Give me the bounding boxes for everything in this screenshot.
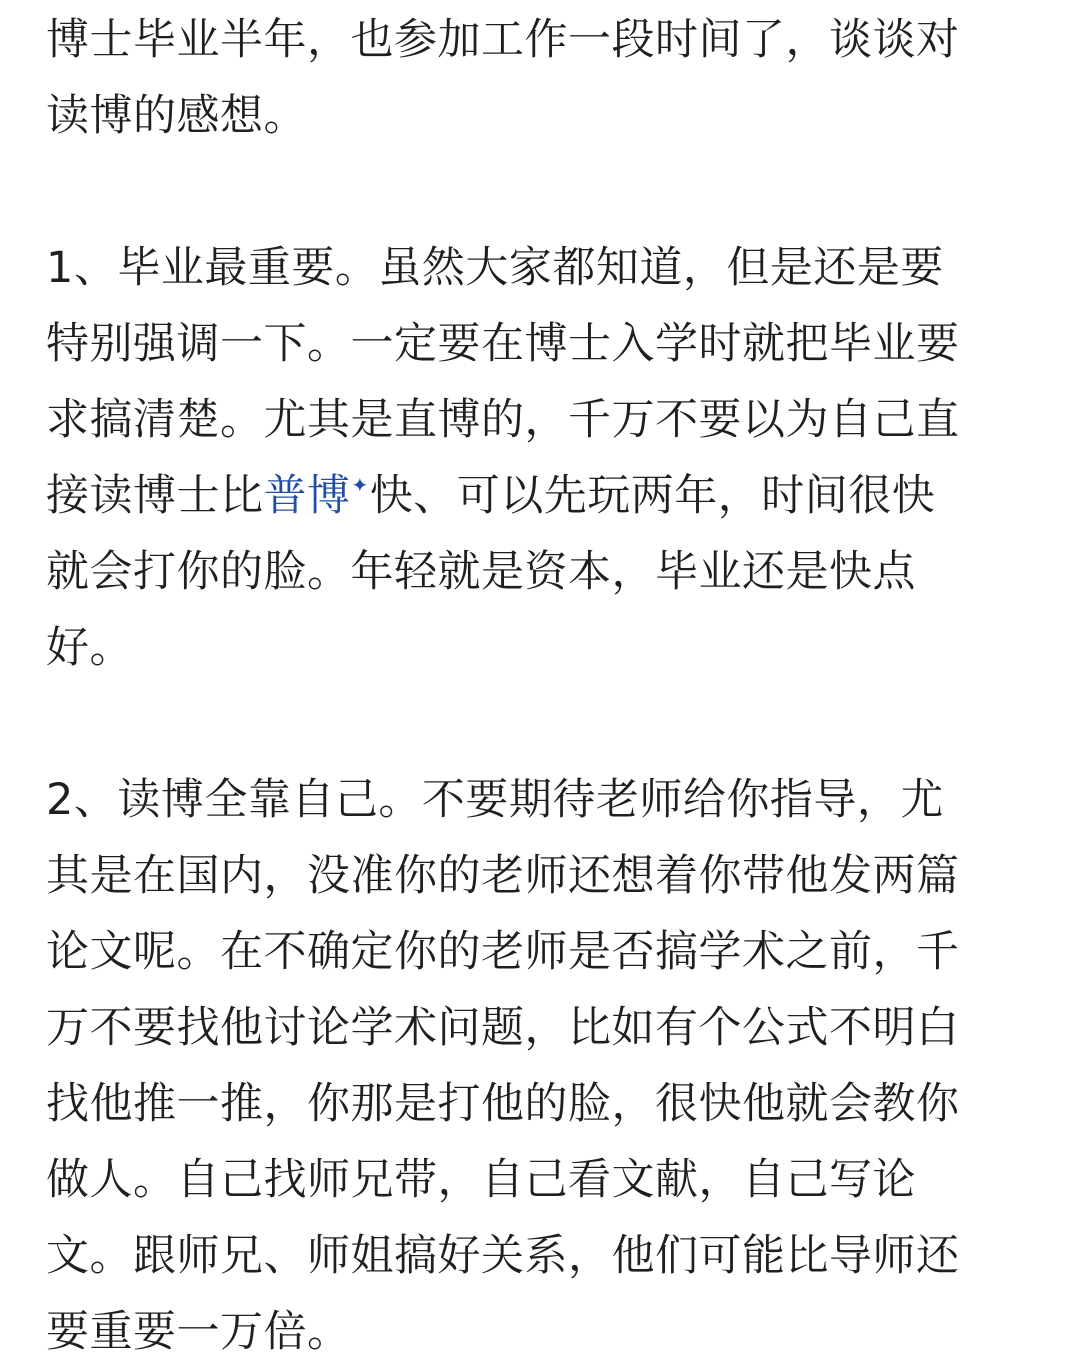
text-segment: 接读博士比 xyxy=(46,471,264,521)
article-body xyxy=(46,2,1036,1370)
intro-paragraph xyxy=(46,2,1036,154)
text-line: 其是在国内，没准你的老师还想着你带他发两篇 xyxy=(46,851,960,901)
text-line: 博士毕业半年，也参加工作一段时间了，谈谈对 xyxy=(46,15,960,65)
point-1-paragraph xyxy=(46,230,1036,686)
text-line: 好。 xyxy=(46,623,133,673)
text-segment: 快、可以先玩两年，时间很快 xyxy=(369,471,936,521)
point-2-paragraph xyxy=(46,762,1036,1370)
sparkle-icon: ✦ xyxy=(351,473,369,497)
text-line: 论文呢。在不确定你的老师是否搞学术之前，千 xyxy=(46,927,960,977)
text-line: 文。跟师兄、师姐搞好关系，他们可能比导师还 xyxy=(46,1231,960,1281)
text-line: 做人。自己找师兄带，自己看文献，自己写论 xyxy=(46,1155,916,1205)
text-line: 就会打你的脸。年轻就是资本，毕业还是快点 xyxy=(46,547,916,597)
paragraph-gap xyxy=(46,154,1036,230)
text-line: 找他推一推，你那是打他的脸，很快他就会教你 xyxy=(46,1079,960,1129)
text-line: 2、读博全靠自己。不要期待老师给你指导，尤 xyxy=(46,775,944,825)
text-line-with-link xyxy=(46,458,1036,534)
text-line: 特别强调一下。一定要在博士入学时就把毕业要 xyxy=(46,319,960,369)
text-line: 1、毕业最重要。虽然大家都知道，但是还是要 xyxy=(46,243,944,293)
text-line: 求搞清楚。尤其是直博的，千万不要以为自己直 xyxy=(46,395,960,445)
paragraph-gap xyxy=(46,686,1036,762)
keyword-link-pubo[interactable] xyxy=(264,471,370,521)
text-line: 读博的感想。 xyxy=(46,91,307,141)
text-line: 要重要一万倍。 xyxy=(46,1307,351,1357)
text-line: 万不要找他讨论学术问题，比如有个公式不明白 xyxy=(46,1003,960,1053)
keyword-link-text: 普博 xyxy=(263,471,351,521)
